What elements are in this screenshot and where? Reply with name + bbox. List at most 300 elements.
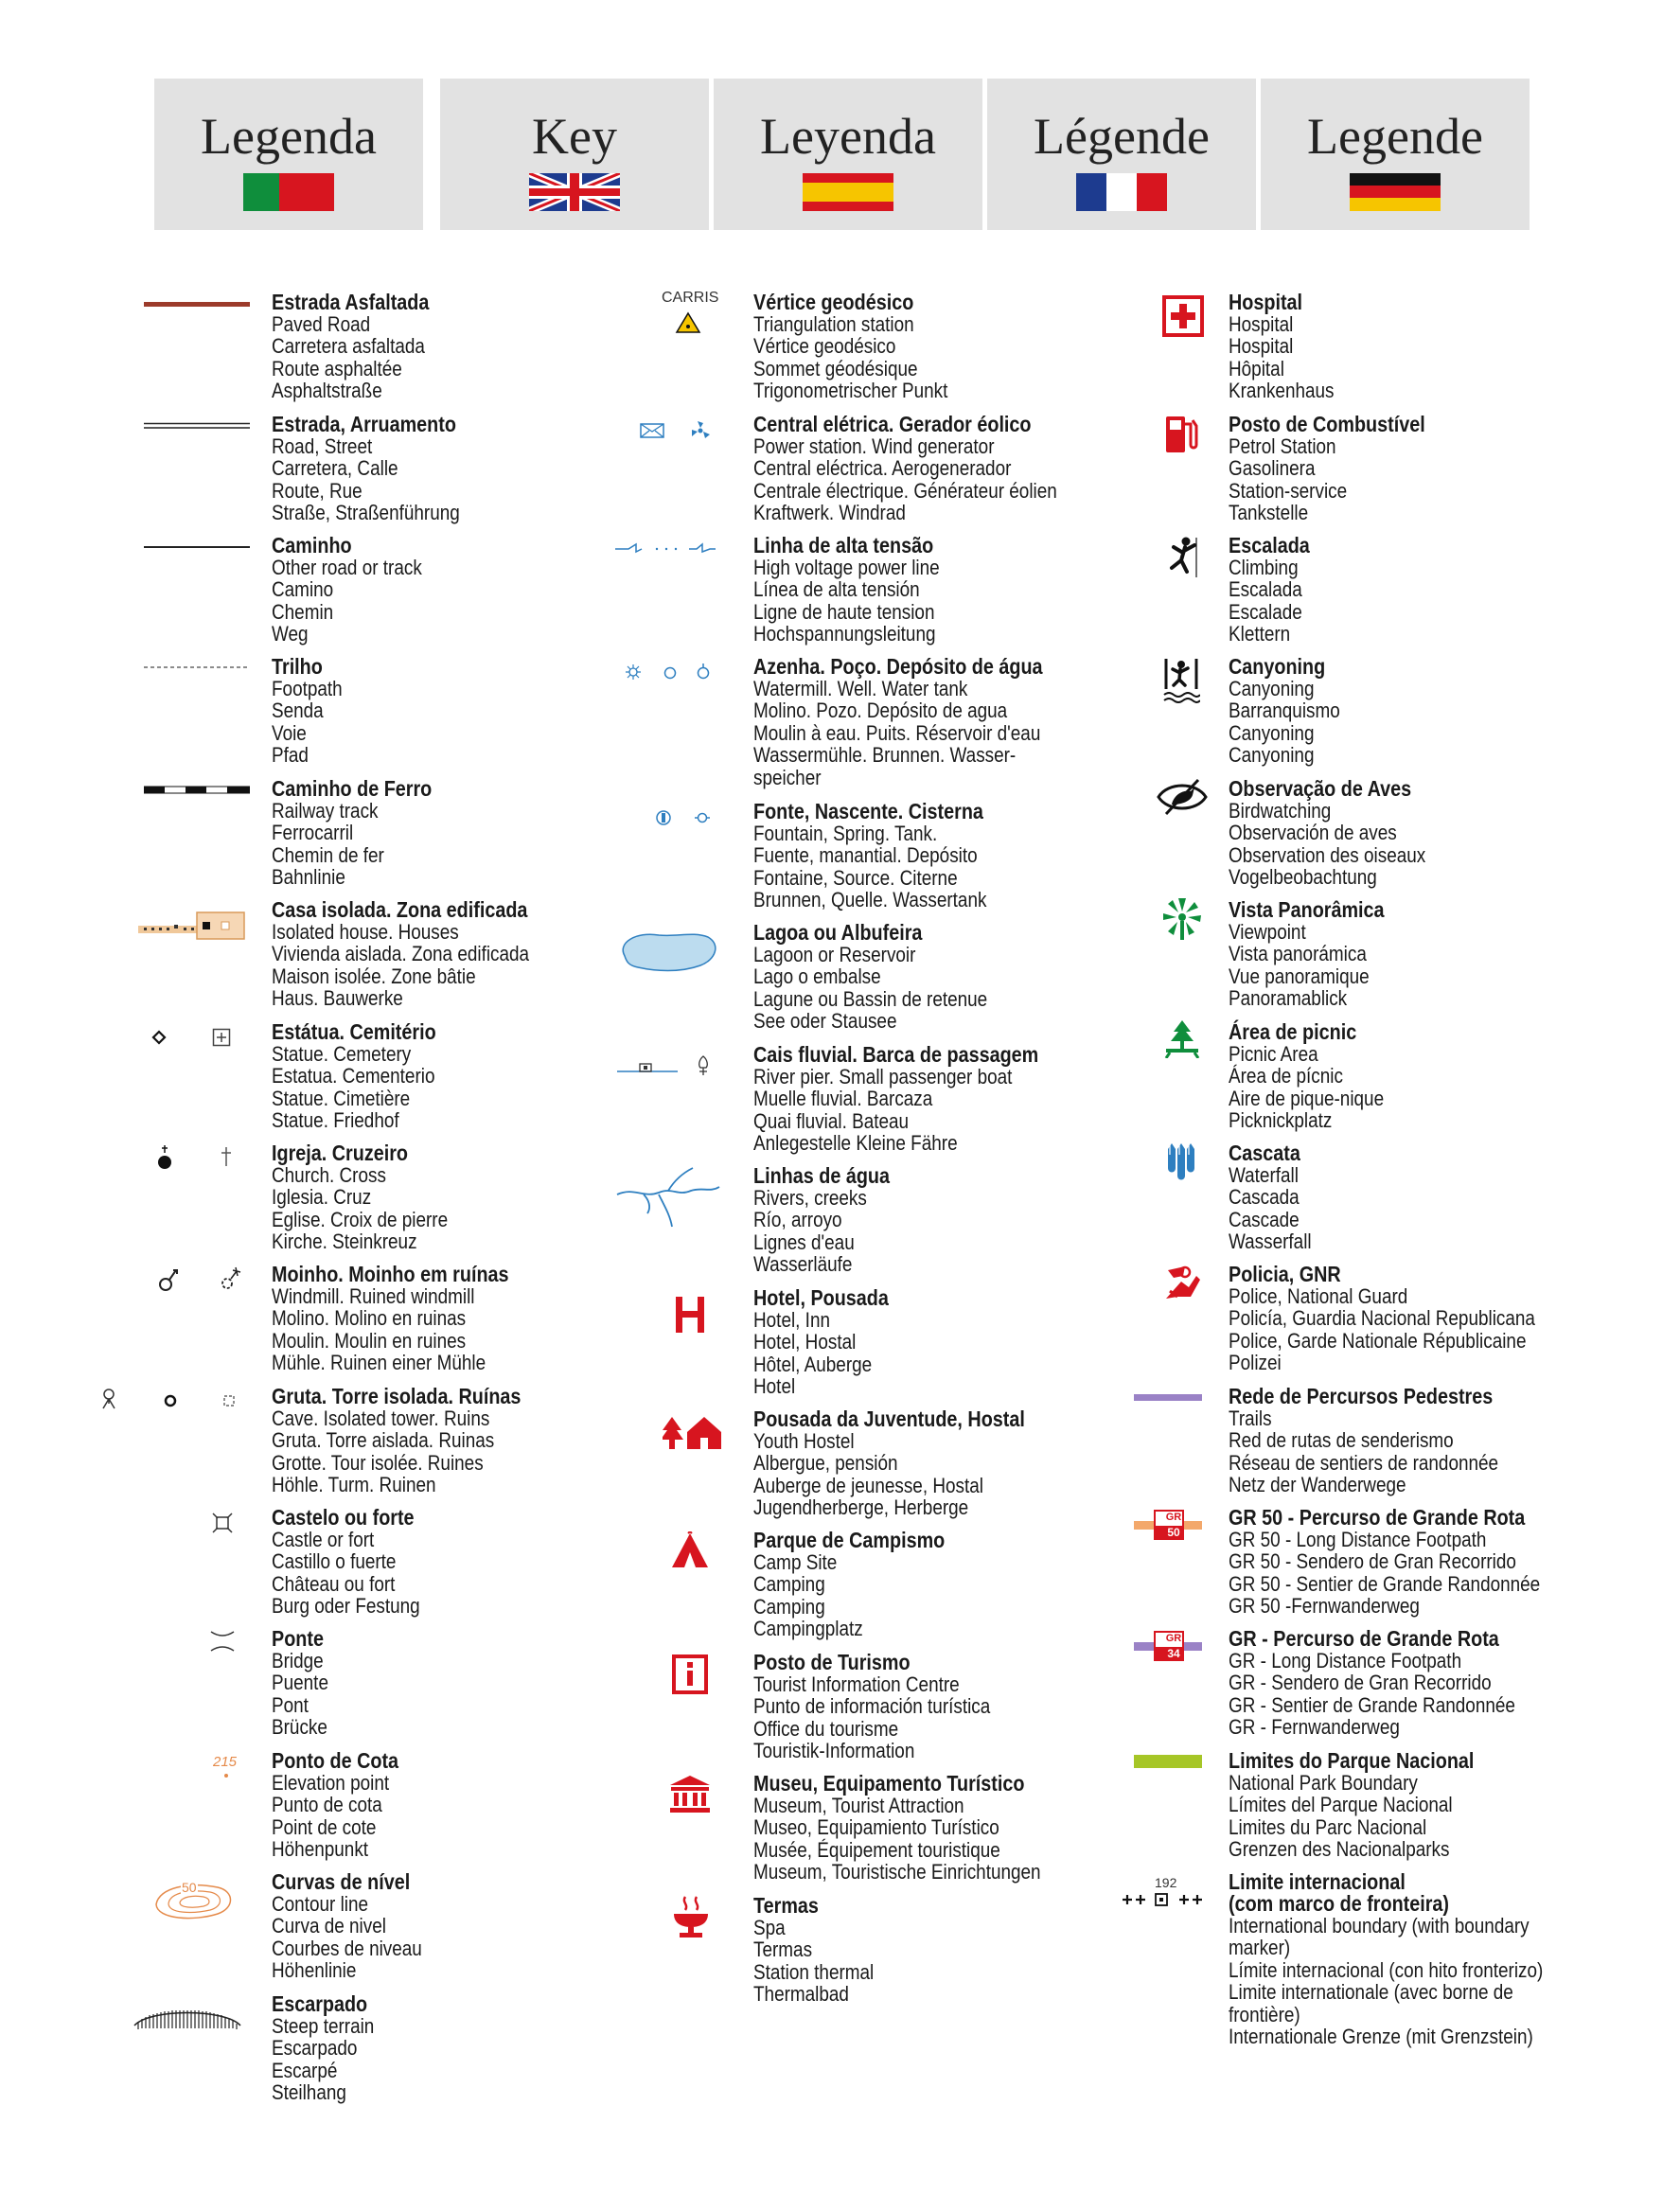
legend-entry-petrol-station: [1229, 414, 1645, 524]
cross-icon: [220, 1147, 233, 1166]
translation-line: Quai fluvial. Bateau: [753, 1108, 910, 1133]
translation-line: GR - Long Distance Footpath: [1229, 1649, 1462, 1672]
translation-line: Auberge de jeunesse, Hostal: [753, 1473, 983, 1497]
translation-line: Camping: [753, 1594, 825, 1619]
translation-line: Línea de alta tensión: [753, 577, 920, 602]
translation-line: Lignes d'eau: [753, 1230, 855, 1254]
translation-line: Höhle. Turm. Ruinen: [272, 1473, 436, 1497]
legend-entry-river-pier: [753, 1044, 1170, 1155]
translation-line: Musée, Équipement touristique: [753, 1837, 1000, 1862]
translation-line: Puente: [272, 1671, 328, 1695]
petrol-station-icon: [1164, 413, 1198, 454]
translation-line: Escalade: [1229, 599, 1302, 624]
translation-line: GR - Fernwanderweg: [1229, 1715, 1400, 1740]
translation-line: Hôtel, Auberge: [753, 1352, 873, 1376]
international-boundary-icon: [1121, 1891, 1208, 1908]
entry-title: Canyoning: [1229, 654, 1326, 679]
translation-line: Bridge: [272, 1649, 324, 1672]
translation-line: Other road or track: [272, 556, 422, 579]
legend-entry-international-boundary: [1229, 1871, 1645, 2047]
translation-line: Hotel: [753, 1374, 796, 1399]
translation-line: Watermill. Well. Water tank: [753, 677, 968, 700]
header-title: Leyenda: [760, 108, 936, 165]
translation-line: Birdwatching: [1229, 799, 1332, 823]
park-boundary-icon: [1134, 1754, 1202, 1769]
translation-line: Contour line: [272, 1892, 369, 1916]
legend-entry-camp-site: [753, 1530, 1170, 1640]
hotel-icon: [673, 1295, 707, 1335]
translation-line: Wassermühle. Brunnen. Wasser-: [753, 743, 1017, 768]
header-english: [440, 79, 709, 230]
legend-entry-castle: [272, 1507, 688, 1618]
translation-line: Escarpé: [272, 2058, 338, 2082]
germany-flag-icon: [1350, 173, 1441, 211]
translation-line: Viewpoint: [1229, 920, 1306, 944]
entry-title: Lagoa ou Albufeira: [753, 920, 923, 945]
translation-line: GR 50 - Long Distance Footpath: [1229, 1528, 1487, 1551]
legend-entry-statue-cemetery: [272, 1021, 688, 1132]
translation-line: Escalada: [1229, 577, 1302, 602]
translation-line: Trails: [1229, 1407, 1272, 1430]
translation-line: Statue. Friedhof: [272, 1108, 399, 1133]
translation-line: Route, Rue: [272, 478, 363, 503]
elevation-label: 215: [213, 1754, 238, 1770]
translation-line: Área de pícnic: [1229, 1064, 1343, 1088]
translation-line: Camp Site: [753, 1550, 838, 1574]
translation-line: Kirche. Steinkreuz: [272, 1230, 417, 1254]
legend-entry-cave-tower: [272, 1386, 688, 1496]
translation-line: Vue panoramique: [1229, 964, 1370, 988]
translation-line: GR 50 -Fernwanderweg: [1229, 1594, 1420, 1619]
legend-entry-park-boundary: [1229, 1750, 1645, 1861]
translation-line: Police, Garde Nationale Républicaine: [1229, 1328, 1527, 1353]
translation-line: Kraftwerk. Windrad: [753, 501, 906, 525]
translation-line: Windmill. Ruined windmill: [272, 1284, 475, 1308]
gr50-top-label: GR: [1165, 1512, 1182, 1523]
translation-line: Höhenlinie: [272, 1958, 357, 1983]
picnic-icon: [1162, 1018, 1202, 1058]
translation-line: Route asphaltée: [272, 356, 402, 380]
translation-line: Anlegestelle Kleine Fähre: [753, 1131, 958, 1156]
translation-line: Vivienda aislada. Zona edificada: [272, 942, 530, 966]
legend-entry-windmill: [272, 1264, 688, 1374]
translation-line: Fontaine, Source. Citerne: [753, 865, 958, 890]
translation-line: Hotel, Inn: [753, 1308, 830, 1332]
header-title: Legenda: [201, 108, 377, 165]
lagoon-icon: [617, 928, 719, 975]
legend-entry-lagoon: [753, 922, 1170, 1033]
windmill-icon: [157, 1266, 180, 1293]
translation-line: Gasolinera: [1229, 456, 1316, 481]
translation-line: Museo, Equipamiento Turístico: [753, 1815, 999, 1840]
translation-line: Museum, Tourist Attraction: [753, 1794, 964, 1817]
translation-line: International boundary (with boundary marker): [1229, 1914, 1530, 1960]
entry-title: GR 50 - Percurso de Grande Rota: [1229, 1505, 1526, 1530]
entry-title: Área de picnic: [1229, 1019, 1357, 1044]
legend-entry-triangulation: [753, 292, 1170, 402]
entry-title: Ponto de Cota: [272, 1748, 399, 1773]
translation-line: Netz der Wanderwege: [1229, 1473, 1406, 1497]
cistern-icon: [694, 809, 711, 826]
translation-line: Office du tourisme: [753, 1716, 899, 1741]
translation-line: Limites du Parc Nacional: [1229, 1814, 1427, 1839]
legend-entry-museum: [753, 1773, 1170, 1884]
translation-line: Hospital: [1229, 312, 1294, 336]
elevation-point-icon: [223, 1773, 229, 1778]
translation-line: Point de cote: [272, 1814, 377, 1839]
translation-line: GR - Sentier de Grande Randonnée: [1229, 1692, 1515, 1717]
translation-line: Ferrocarril: [272, 821, 354, 845]
entry-title: Pousada da Juventude, Hostal: [753, 1407, 1025, 1431]
viewpoint-icon: [1162, 897, 1202, 941]
river-pier-icon: [617, 1060, 678, 1075]
translation-line: Road, Street: [272, 434, 373, 458]
translation-line: Termas: [753, 1937, 813, 1962]
translation-line: Barranquismo: [1229, 699, 1340, 723]
translation-line: Molino. Molino en ruinas: [272, 1306, 467, 1331]
entry-title: Rede de Percursos Pedestres: [1229, 1384, 1494, 1408]
translation-line: GR 50 - Sendero de Gran Recorrido: [1229, 1549, 1516, 1574]
header-spanish: [714, 79, 982, 230]
header-portuguese: [154, 79, 423, 230]
camp-site-icon: [670, 1531, 710, 1569]
entry-title: Cais fluvial. Barca de passagem: [753, 1042, 1039, 1067]
entry-title: Limite internacional: [1229, 1869, 1406, 1894]
translation-line: Hochspannungsleitung: [753, 622, 936, 646]
translation-line: Grotte. Tour isolée. Ruines: [272, 1450, 484, 1475]
translation-line: Réseau de sentiers de randonnée: [1229, 1450, 1499, 1475]
entry-title: Hotel, Pousada: [753, 1285, 889, 1310]
well-icon: [663, 665, 678, 681]
translation-line: Picnic Area: [1229, 1042, 1318, 1066]
translation-line: Isolated house. Houses: [272, 920, 459, 944]
fountain-icon: [655, 809, 672, 826]
translation-line: Aire de pique-nique: [1229, 1086, 1385, 1110]
translation-line: Hôpital: [1229, 356, 1284, 380]
railway-icon: [144, 786, 250, 795]
legend-entry-hospital: [1229, 292, 1645, 402]
legend-entry-picnic: [1229, 1021, 1645, 1132]
entry-title: Fonte, Nascente. Cisterna: [753, 799, 983, 823]
translation-line: Statue. Cemetery: [272, 1042, 412, 1066]
translation-line: Albergue, pensión: [753, 1451, 898, 1476]
entry-title: (com marco de fronteira): [1229, 1891, 1450, 1916]
translation-line: Iglesia. Cruz: [272, 1185, 372, 1210]
france-flag-icon: [1076, 173, 1167, 211]
translation-line: Power station. Wind generator: [753, 434, 995, 458]
translation-line: Statue. Cimetière: [272, 1086, 411, 1110]
entry-title: Ponte: [272, 1626, 324, 1651]
waterfall-icon: [1164, 1141, 1198, 1183]
translation-line: Hospital: [1229, 334, 1294, 359]
entry-title: Parque de Campismo: [753, 1528, 946, 1552]
translation-line: Carretera asfaltada: [272, 334, 425, 359]
translation-line: Krankenhaus: [1229, 379, 1335, 403]
translation-line: Polizei: [1229, 1351, 1282, 1375]
header-title: Legende: [1307, 108, 1483, 165]
translation-line: Vista panorámica: [1229, 942, 1367, 966]
power-line-icon: [615, 541, 716, 555]
hospital-icon: [1162, 295, 1204, 337]
water-tank-icon: [696, 663, 711, 681]
translation-line: National Park Boundary: [1229, 1771, 1418, 1795]
steep-terrain-icon: [131, 2001, 244, 2035]
entry-title: Azenha. Poço. Depósito de água: [753, 654, 1043, 679]
entry-title: Caminho de Ferro: [272, 776, 433, 801]
translation-line: Courbes de niveau: [272, 1936, 422, 1960]
legend-entry-rivers: [753, 1165, 1170, 1276]
spain-flag-icon: [803, 173, 893, 211]
road-street-icon: [144, 422, 250, 430]
translation-line: Station-service: [1229, 478, 1348, 503]
legend-entry-climbing: [1229, 535, 1645, 646]
translation-line: Touristik-Information: [753, 1739, 915, 1763]
translation-line: Pfad: [272, 743, 309, 768]
translation-line: Bahnlinie: [272, 865, 345, 890]
legend-entry-spa: [753, 1895, 1170, 2006]
translation-line: Klettern: [1229, 622, 1291, 646]
translation-line: Museum, Touristische Einrichtungen: [753, 1860, 1041, 1884]
entry-title: Observação de Aves: [1229, 776, 1412, 801]
translation-line: Brücke: [272, 1715, 327, 1740]
power-station-icon: [640, 422, 664, 439]
translation-line: Pont: [272, 1692, 309, 1717]
translation-line: Carretera, Calle: [272, 456, 398, 481]
birdwatching-icon: [1157, 776, 1208, 818]
translation-line: Observation des oiseaux: [1229, 842, 1426, 867]
translation-line: Moulin. Moulin en ruines: [272, 1328, 467, 1353]
translation-line: Ligne de haute tension: [753, 599, 935, 624]
entry-title: Trilho: [272, 654, 323, 679]
translation-line: Climbing: [1229, 556, 1299, 579]
watermill-icon: [625, 664, 642, 681]
entry-title: Posto de Combustível: [1229, 412, 1425, 436]
translation-line: High voltage power line: [753, 556, 940, 579]
legend-entry-tourist-info: [753, 1652, 1170, 1762]
legend-entry-fountain: [753, 801, 1170, 911]
translation-line: Internationale Grenze (mit Grenzstein): [1229, 2025, 1533, 2049]
uk-flag-icon: [529, 173, 620, 211]
translation-line: Waterfall: [1229, 1163, 1299, 1187]
legend-entry-elevation-point: [272, 1750, 688, 1861]
translation-line: Castillo o fuerte: [272, 1549, 397, 1574]
translation-line: Río, arroyo: [753, 1208, 842, 1232]
legend-entry-power-line: [753, 535, 1170, 646]
contour-label: 50: [182, 1880, 197, 1895]
translation-line: Voie: [272, 720, 307, 745]
header-german: [1261, 79, 1530, 230]
entry-title: Estrada, Arruamento: [272, 412, 456, 436]
translation-line: Weg: [272, 622, 309, 646]
translation-line: Molino. Pozo. Depósito de agua: [753, 699, 1008, 723]
legend-entry-paved-road: [272, 292, 688, 402]
legend-entry-viewpoint: [1229, 899, 1645, 1010]
translation-line: Cascade: [1229, 1207, 1300, 1231]
translation-line: River pier. Small passenger boat: [753, 1065, 1013, 1088]
entry-title: Vértice geodésico: [753, 290, 914, 314]
wind-generator-icon: [690, 420, 711, 441]
bridge-icon: [210, 1630, 235, 1653]
translation-line: Maison isolée. Zone bâtie: [272, 964, 476, 988]
translation-line: Centrale électrique. Générateur éolien: [753, 478, 1057, 503]
translation-line: speicher: [753, 765, 822, 789]
translation-line: GR 50 - Sentier de Grande Randonnée: [1229, 1571, 1541, 1596]
legend-entry-trails: [1229, 1386, 1645, 1496]
translation-line: Senda: [272, 699, 324, 723]
legend-entry-road-street: [272, 414, 688, 524]
houses-icon: [138, 909, 250, 943]
track-icon: [144, 545, 250, 549]
museum-icon: [668, 1774, 712, 1814]
translation-line: Campingplatz: [753, 1617, 863, 1641]
translation-line: Höhenpunkt: [272, 1837, 369, 1862]
translation-line: See oder Stausee: [753, 1009, 897, 1034]
legend-entry-steep-terrain: [272, 1993, 688, 2104]
entry-title: Caminho: [272, 533, 352, 557]
entry-title: Linhas de água: [753, 1163, 890, 1188]
carris-label: CARRIS: [662, 290, 719, 306]
translation-line: Límites del Parque Nacional: [1229, 1793, 1453, 1817]
translation-line: Petrol Station: [1229, 434, 1336, 458]
entry-title: Estrada Asfaltada: [272, 290, 430, 314]
portugal-flag-icon: [243, 173, 334, 211]
translation-line: GR - Sendero de Gran Recorrido: [1229, 1671, 1492, 1695]
translation-line: Haus. Bauwerke: [272, 986, 403, 1011]
translation-line: Chemin: [272, 599, 334, 624]
translation-line: Red de rutas de senderismo: [1229, 1428, 1454, 1453]
canyoning-icon: [1162, 657, 1200, 704]
spa-icon: [672, 1895, 710, 1938]
translation-line: Youth Hostel: [753, 1429, 855, 1453]
translation-line: Chemin de fer: [272, 842, 384, 867]
translation-line: Sommet géodésique: [753, 356, 918, 380]
translation-line: Canyoning: [1229, 743, 1315, 768]
entry-title: Linha de alta tensão: [753, 533, 934, 557]
translation-line: Tourist Information Centre: [753, 1672, 960, 1696]
translation-line: Railway track: [272, 799, 379, 823]
isolated-tower-icon: [163, 1393, 178, 1408]
paved-road-icon: [144, 301, 250, 309]
translation-line: Castle or fort: [272, 1528, 375, 1551]
translation-line: Church. Cross: [272, 1163, 386, 1187]
translation-line: Moulin à eau. Puits. Réservoir d'eau: [753, 720, 1041, 745]
translation-line: Trigonometrischer Punkt: [753, 379, 948, 403]
header-french: [987, 79, 1256, 230]
rivers-icon: [615, 1166, 721, 1229]
entry-title: Cascata: [1229, 1141, 1300, 1165]
legend-entry-waterfall: [1229, 1142, 1645, 1253]
translation-line: Cascada: [1229, 1185, 1300, 1210]
header-title: Légende: [1034, 108, 1210, 165]
entry-title: Museu, Equipamento Turístico: [753, 1771, 1025, 1796]
translation-line: Elevation point: [272, 1771, 390, 1795]
translation-line: Central eléctrica. Aerogenerador: [753, 456, 1012, 481]
gr34-num-label: 34: [1167, 1647, 1180, 1660]
cemetery-icon: [212, 1028, 231, 1047]
castle-icon: [212, 1513, 233, 1533]
entry-title: Igreja. Cruzeiro: [272, 1141, 408, 1165]
legend-entry-contour: [272, 1871, 688, 1982]
legend-entry-bridge: [272, 1628, 688, 1739]
tourist-info-icon: [672, 1654, 708, 1694]
translation-line: Punto de cota: [272, 1793, 382, 1817]
entry-title: Gruta. Torre isolada. Ruínas: [272, 1384, 522, 1408]
translation-line: Police, National Guard: [1229, 1284, 1408, 1308]
translation-line: Fountain, Spring. Tank.: [753, 822, 938, 845]
climbing-icon: [1162, 536, 1200, 579]
translation-line: Wasserläufe: [753, 1252, 853, 1277]
church-icon: [156, 1145, 173, 1172]
gr34-top-label: GR: [1165, 1633, 1182, 1644]
legend-entry-railway: [272, 778, 688, 889]
translation-line: Camino: [272, 577, 334, 602]
entry-title: Castelo ou forte: [272, 1505, 415, 1530]
legend-entry-police: [1229, 1264, 1645, 1374]
translation-line: Eglise. Croix de pierre: [272, 1207, 449, 1231]
legend-entry-gr50: [1229, 1507, 1645, 1618]
translation-line: Spa: [753, 1916, 786, 1939]
translation-line: Triangulation station: [753, 312, 914, 336]
translation-line: Steep terrain: [272, 2014, 375, 2038]
entry-title: Casa isolada. Zona edificada: [272, 897, 528, 922]
ruins-icon: [223, 1395, 235, 1407]
trails-icon: [1134, 1393, 1202, 1403]
translation-line: Wasserfall: [1229, 1230, 1312, 1254]
statue-icon: [151, 1030, 167, 1045]
entry-title: Central elétrica. Gerador éolico: [753, 412, 1032, 436]
entry-title: Hospital: [1229, 290, 1303, 314]
entry-title: Curvas de nível: [272, 1869, 411, 1894]
triangulation-icon: [675, 311, 701, 334]
legend-entry-gr: [1229, 1628, 1645, 1739]
translation-line: Cave. Isolated tower. Ruins: [272, 1407, 490, 1430]
translation-line: Lago o embalse: [753, 964, 881, 989]
translation-line: Tankstelle: [1229, 501, 1309, 525]
translation-line: Vogelbeobachtung: [1229, 865, 1377, 890]
entry-title: Limites do Parque Nacional: [1229, 1748, 1475, 1773]
translation-line: Curva de nivel: [272, 1914, 386, 1938]
translation-line: Hotel, Hostal: [753, 1330, 857, 1354]
translation-line: Policía, Guardia Nacional Republicana: [1229, 1306, 1535, 1331]
translation-line: Lagoon or Reservoir: [753, 943, 916, 966]
translation-line: Camping: [753, 1572, 825, 1597]
footpath-icon: [144, 665, 250, 669]
translation-line: Limite internationale (avec borne de frontière): [1229, 1980, 1513, 2026]
entry-title: GR - Percurso de Grande Rota: [1229, 1626, 1499, 1651]
entry-title: Policia, GNR: [1229, 1262, 1341, 1286]
translation-line: Gruta. Torre aislada. Ruinas: [272, 1428, 495, 1453]
entry-title: Posto de Turismo: [753, 1650, 911, 1674]
translation-line: Burg oder Festung: [272, 1594, 420, 1619]
translation-line: Paved Road: [272, 312, 371, 336]
translation-line: Footpath: [272, 677, 343, 700]
police-icon: [1164, 1263, 1202, 1302]
translation-line: Jugendherberge, Herberge: [753, 1495, 969, 1520]
legend-entry-power-station: [753, 414, 1170, 524]
translation-line: Lagune ou Bassin de retenue: [753, 986, 988, 1011]
translation-line: Station thermal: [753, 1959, 875, 1984]
cave-icon: [100, 1388, 117, 1410]
translation-line: Picknickplatz: [1229, 1108, 1333, 1133]
translation-line: Estatua. Cementerio: [272, 1064, 435, 1088]
translation-line: Fuente, manantial. Depósito: [753, 843, 978, 868]
translation-line: Château ou fort: [272, 1571, 396, 1596]
translation-line: Thermalbad: [753, 1982, 849, 2007]
translation-line: Panoramablick: [1229, 986, 1348, 1011]
translation-line: Steilhang: [272, 2080, 346, 2105]
translation-line: Canyoning: [1229, 677, 1315, 700]
translation-line: Vértice geodésico: [753, 334, 896, 359]
